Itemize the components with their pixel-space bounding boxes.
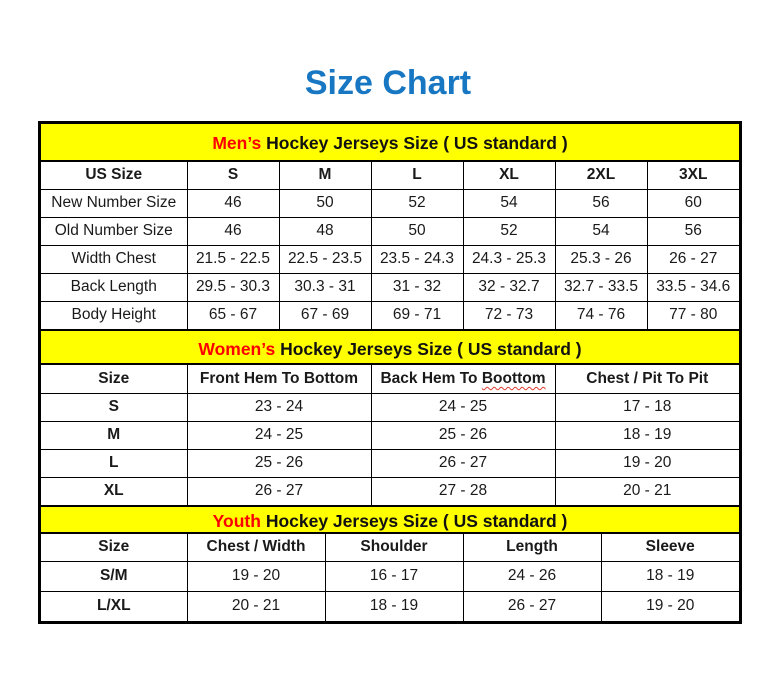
- page-title: Size Chart: [304, 64, 472, 102]
- womens-size-table: [41, 365, 739, 505]
- size-value-cell: 65 - 67: [187, 301, 279, 329]
- size-value-cell: 56: [647, 217, 739, 245]
- size-value-cell: 24 - 26: [463, 561, 601, 591]
- size-value-cell: 32 - 32.7: [463, 273, 555, 301]
- youth-section-header: [41, 505, 739, 534]
- table-row: [41, 449, 739, 477]
- column-header: Front Hem To Bottom: [187, 365, 371, 393]
- row-header: Back Length: [41, 273, 187, 301]
- column-header: M: [279, 162, 371, 189]
- table-row: [41, 217, 739, 245]
- size-value-cell: 56: [555, 189, 647, 217]
- size-value-cell: 16 - 17: [325, 561, 463, 591]
- column-header: Size: [41, 365, 187, 393]
- size-value-cell: 60: [647, 189, 739, 217]
- size-value-cell: 19 - 20: [187, 561, 325, 591]
- size-value-cell: 32.7 - 33.5: [555, 273, 647, 301]
- size-value-cell: 26 - 27: [371, 449, 555, 477]
- row-header: New Number Size: [41, 189, 187, 217]
- row-header: L/XL: [41, 591, 187, 621]
- womens-label-highlight: Women’s: [198, 339, 276, 359]
- column-header: 3XL: [647, 162, 739, 189]
- size-value-cell: 52: [371, 189, 463, 217]
- size-value-cell: 29.5 - 30.3: [187, 273, 279, 301]
- size-value-cell: 46: [187, 189, 279, 217]
- size-value-cell: 18 - 19: [555, 421, 739, 449]
- table-row: [41, 273, 739, 301]
- youth-header-row: [41, 534, 739, 561]
- youth-label-rest: Hockey Jerseys Size ( US standard ): [265, 511, 568, 531]
- row-header: Body Height: [41, 301, 187, 329]
- column-header: L: [371, 162, 463, 189]
- column-header: S: [187, 162, 279, 189]
- column-header: Shoulder: [325, 534, 463, 561]
- table-row: [41, 561, 739, 591]
- size-value-cell: 77 - 80: [647, 301, 739, 329]
- size-value-cell: 23.5 - 24.3: [371, 245, 463, 273]
- column-header: 2XL: [555, 162, 647, 189]
- size-value-cell: 24 - 25: [371, 393, 555, 421]
- size-value-cell: 22.5 - 23.5: [279, 245, 371, 273]
- row-header: M: [41, 421, 187, 449]
- womens-header-row: [41, 365, 739, 393]
- size-value-cell: 25 - 26: [187, 449, 371, 477]
- row-header: Old Number Size: [41, 217, 187, 245]
- size-value-cell: 20 - 21: [187, 591, 325, 621]
- size-value-cell: 67 - 69: [279, 301, 371, 329]
- row-header: Width Chest: [41, 245, 187, 273]
- table-row: [41, 477, 739, 505]
- womens-section-header: [41, 329, 739, 365]
- size-value-cell: 50: [371, 217, 463, 245]
- mens-label-highlight: Men’s: [212, 133, 262, 153]
- column-header: Chest / Width: [187, 534, 325, 561]
- size-value-cell: 20 - 21: [555, 477, 739, 505]
- misspelled-word: Boottom: [481, 369, 546, 387]
- mens-header-row: [41, 162, 739, 189]
- table-row: [41, 245, 739, 273]
- column-header: US Size: [41, 162, 187, 189]
- table-row: [41, 301, 739, 329]
- size-value-cell: 18 - 19: [601, 561, 739, 591]
- column-header: XL: [463, 162, 555, 189]
- size-value-cell: 52: [463, 217, 555, 245]
- size-chart-container: [38, 121, 742, 624]
- womens-label-rest: Hockey Jerseys Size ( US standard ): [280, 339, 582, 359]
- column-header: Sleeve: [601, 534, 739, 561]
- size-value-cell: 24 - 25: [187, 421, 371, 449]
- size-value-cell: 74 - 76: [555, 301, 647, 329]
- size-value-cell: 21.5 - 22.5: [187, 245, 279, 273]
- size-value-cell: 54: [555, 217, 647, 245]
- size-value-cell: 19 - 20: [601, 591, 739, 621]
- table-row: [41, 421, 739, 449]
- youth-size-table: [41, 534, 739, 621]
- mens-label-rest: Hockey Jerseys Size ( US standard ): [266, 133, 568, 153]
- size-value-cell: 23 - 24: [187, 393, 371, 421]
- table-row: [41, 189, 739, 217]
- size-value-cell: 72 - 73: [463, 301, 555, 329]
- size-value-cell: 26 - 27: [647, 245, 739, 273]
- row-header: S/M: [41, 561, 187, 591]
- size-value-cell: 46: [187, 217, 279, 245]
- column-header: [371, 365, 555, 393]
- size-value-cell: 17 - 18: [555, 393, 739, 421]
- size-value-cell: 19 - 20: [555, 449, 739, 477]
- table-row: [41, 591, 739, 621]
- mens-size-table: [41, 162, 739, 329]
- column-header: Length: [463, 534, 601, 561]
- size-value-cell: 50: [279, 189, 371, 217]
- size-value-cell: 69 - 71: [371, 301, 463, 329]
- table-row: [41, 393, 739, 421]
- column-header: Size: [41, 534, 187, 561]
- size-value-cell: 31 - 32: [371, 273, 463, 301]
- size-value-cell: 26 - 27: [187, 477, 371, 505]
- row-header: S: [41, 393, 187, 421]
- size-value-cell: 27 - 28: [371, 477, 555, 505]
- size-value-cell: 54: [463, 189, 555, 217]
- size-value-cell: 18 - 19: [325, 591, 463, 621]
- mens-section-header: [41, 124, 739, 162]
- column-header: Chest / Pit To Pit: [555, 365, 739, 393]
- row-header: XL: [41, 477, 187, 505]
- size-value-cell: 33.5 - 34.6: [647, 273, 739, 301]
- column-header-text: Back Hem To: [380, 369, 482, 387]
- youth-label-highlight: Youth: [212, 511, 261, 531]
- row-header: L: [41, 449, 187, 477]
- size-value-cell: 25 - 26: [371, 421, 555, 449]
- size-value-cell: 30.3 - 31: [279, 273, 371, 301]
- size-value-cell: 26 - 27: [463, 591, 601, 621]
- size-value-cell: 48: [279, 217, 371, 245]
- size-value-cell: 25.3 - 26: [555, 245, 647, 273]
- size-value-cell: 24.3 - 25.3: [463, 245, 555, 273]
